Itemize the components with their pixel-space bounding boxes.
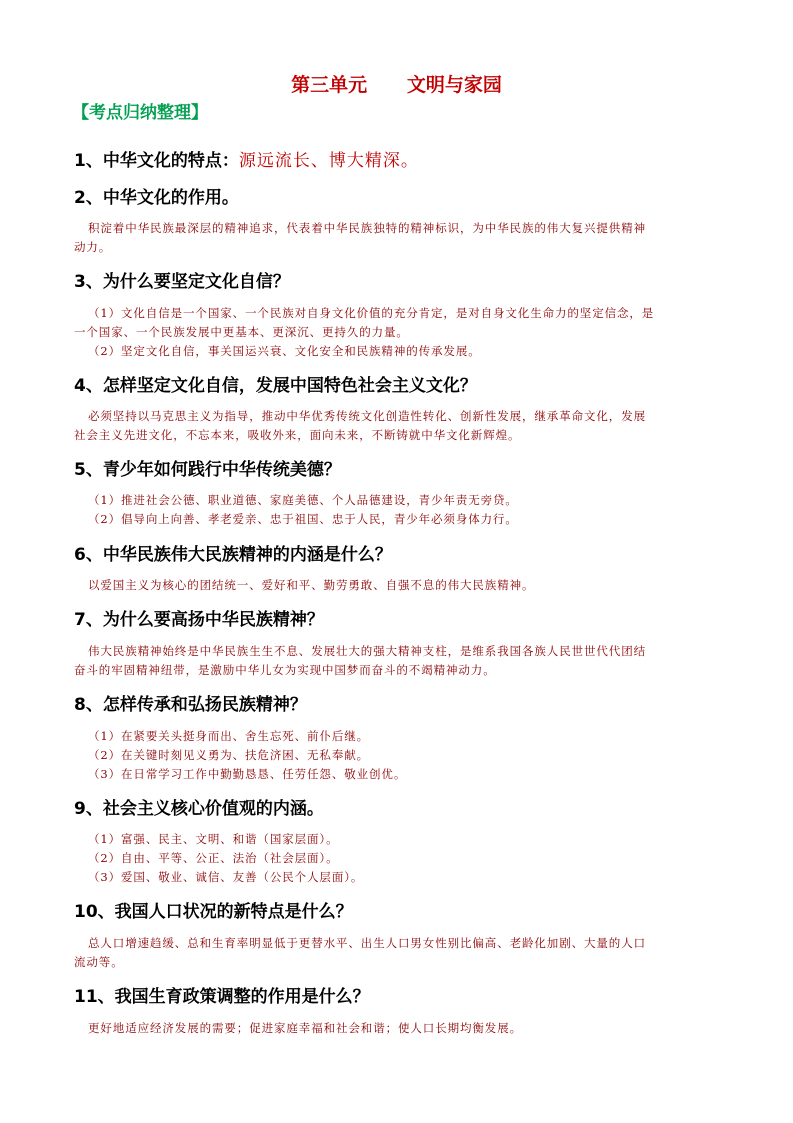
answer-line: （1）在紧要关头挺身而出、舍生忘死、前仆后继。 xyxy=(88,729,370,743)
answer-line: （2）倡导向上向善、孝老爱亲、忠于祖国、忠于人民，青少年必须身体力行。 xyxy=(88,512,518,526)
answer-block xyxy=(74,304,726,361)
answer-block xyxy=(74,491,726,529)
answer-line: （2）在关键时刻见义勇为、扶危济困、无私奉献。 xyxy=(88,748,370,762)
answer-line: 社会主义先进文化，不忘本来，吸收外来，面向未来，不断铸就中华文化新辉煌。 xyxy=(74,428,521,442)
answer-line: 流动等。 xyxy=(74,955,124,969)
question-heading: 9、社会主义核心价值观的内涵。 xyxy=(74,799,324,819)
question-heading: 3、为什么要坚定文化自信？ xyxy=(74,272,290,292)
answer-block xyxy=(74,727,726,784)
answer-block xyxy=(74,1019,726,1038)
page-title: 第三单元 文明与家园 xyxy=(291,74,502,96)
answer-block xyxy=(74,830,726,887)
answer-line: （3）在日常学习工作中勤勤恳恳、任劳任怨、敬业创优。 xyxy=(88,767,407,781)
inline-answer: 源远流长、博大精深。 xyxy=(238,151,419,171)
answer-line: 奋斗的牢固精神纽带，是激励中华儿女为实现中国梦而奋斗的不竭精神动力。 xyxy=(74,663,496,677)
answer-block xyxy=(74,219,726,257)
answer-line: （2）自由、平等、公正、法治（社会层面）。 xyxy=(88,851,339,865)
question-heading: 10、我国人口状况的新特点是什么？ xyxy=(74,902,353,922)
question-heading: 11、我国生育政策调整的作用是什么？ xyxy=(74,987,370,1007)
question-heading: 5、青少年如何践行中华传统美德？ xyxy=(74,460,341,480)
question-heading xyxy=(74,146,419,171)
answer-line: （1）富强、民主、文明、和谐（国家层面）。 xyxy=(88,832,339,846)
answer-line: 积淀着中华民族最深层的精神追求，代表着中华民族独特的精神标识，为中华民族的伟大复兴提供精神 xyxy=(88,221,646,235)
answer-line: 动力。 xyxy=(74,240,112,254)
question-heading: 2、中华文化的作用。 xyxy=(74,188,239,208)
answer-line: （1）文化自信是一个国家、一个民族对自身文化价值的充分肯定，是对自身文化生命力的坚定信念，是 xyxy=(88,306,655,320)
question-heading: 7、为什么要高扬中华民族精神？ xyxy=(74,610,324,630)
answer-line: （3）爱国、敬业、诚信、友善（公民个人层面）。 xyxy=(88,870,364,884)
answer-line: （1）推进社会公德、职业道德、家庭美德、个人品德建设，青少年责无旁贷。 xyxy=(88,493,518,507)
answer-line: 以爱国主义为核心的团结统一、爱好和平、勤劳勇敢、自强不息的伟大民族精神。 xyxy=(88,578,535,592)
answer-block xyxy=(74,642,726,680)
question-heading: 4、怎样坚定文化自信，发展中国特色社会主义文化？ xyxy=(74,376,477,396)
answer-line: 伟大民族精神始终是中华民族生生不息、发展壮大的强大精神支柱，是维系我国各族人民世世代代团结 xyxy=(88,644,646,658)
section-label: 【考点归纳整理】 xyxy=(72,103,208,123)
answer-block xyxy=(74,934,726,972)
answer-line: 更好地适应经济发展的需要；促进家庭幸福和社会和谐；使人口长期均衡发展。 xyxy=(88,1021,522,1035)
question-heading: 8、怎样传承和弘扬民族精神？ xyxy=(74,695,307,715)
answer-block xyxy=(74,407,726,445)
question-heading: 6、中华民族伟大民族精神的内涵是什么？ xyxy=(74,545,392,565)
answer-line: 必须坚持以马克思主义为指导，推动中华优秀传统文化创造性转化、创新性发展，继承革命文化，发展 xyxy=(88,409,646,423)
answer-line: 总人口增速趋缓、总和生育率明显低于更替水平、出生人口男女性别比偏高、老龄化加剧、大量的人口 xyxy=(88,936,646,950)
answer-line: 一个国家、一个民族发展中更基本、更深沉、更持久的力量。 xyxy=(74,325,409,339)
answer-line: （2）坚定文化自信，事关国运兴衰、文化安全和民族精神的传承发展。 xyxy=(88,344,481,358)
answer-block xyxy=(74,576,726,595)
question-text: 1、中华文化的特点： xyxy=(74,151,239,171)
